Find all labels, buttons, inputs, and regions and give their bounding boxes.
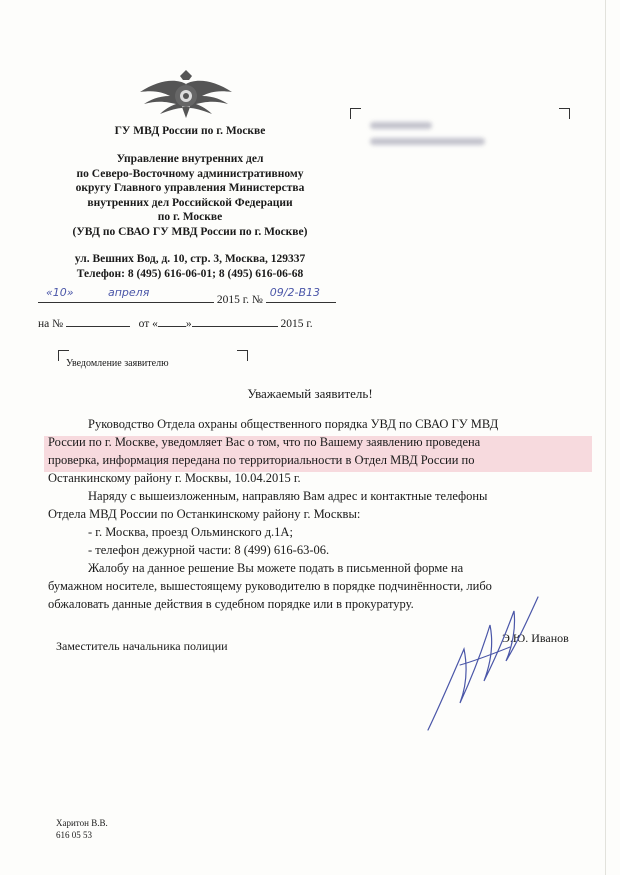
dept-line: по г. Москве: [157, 211, 223, 223]
org-main-title: [30, 124, 350, 139]
dept-line: по Северо-Восточному административному: [76, 167, 304, 180]
ref-ot-label: от «: [138, 318, 158, 330]
handwritten-day: «10»: [46, 286, 74, 299]
ref-month-blank: [192, 314, 278, 327]
ref-day-blank: [158, 314, 186, 327]
body-line: Наряду с вышеизложенным, направляю Вам адрес и контактные телефоны: [88, 489, 488, 503]
dept-line: внутренних дел Российской Федерации: [87, 196, 293, 209]
body-line: Жалобу на данное решение Вы можете подать в письменной форме на: [88, 561, 464, 575]
dept-line: Управление внутренних дел: [116, 153, 264, 165]
body-line: проверка, информация передана по территориальности в Отдел МВД России по: [48, 453, 475, 467]
body-line: России по г. Москве, уведомляет Вас о том, что по Вашему заявлению проведена: [48, 435, 481, 449]
ref-prefix: на №: [38, 318, 64, 330]
handwritten-signature: [420, 585, 550, 735]
address-line: ул. Вешних Вод, д. 10, стр. 3, Москва, 129337: [74, 253, 306, 265]
recipient-block: [350, 108, 570, 152]
number-field: [266, 286, 336, 303]
reference-line: [38, 314, 313, 330]
handwritten-month: апреля: [108, 286, 150, 299]
page-edge: [605, 0, 606, 875]
signatory-position: Заместитель начальника полиции: [56, 639, 228, 653]
notice-corner: [237, 350, 248, 361]
salutation: Уважаемый заявитель!: [247, 386, 373, 401]
body-line: Отдела МВД России по Останкинскому району г. Москвы:: [48, 507, 361, 521]
mvd-eagle-emblem: [136, 70, 236, 120]
phone-line: Телефон: 8 (495) 616-06-01; 8 (495) 616-06-68: [76, 267, 304, 280]
executor-phone: 616 05 53: [56, 830, 92, 840]
ref-number-blank: [66, 314, 130, 327]
day-field: [38, 286, 104, 303]
handwritten-number: 09/2-В13: [269, 286, 320, 299]
notice-block: [58, 350, 248, 370]
day-value: 10: [52, 286, 67, 299]
recipient-corner: [350, 108, 361, 119]
contact-block: [30, 252, 350, 281]
notice-label: Уведомление заявителю: [66, 358, 169, 369]
redacted-email: [370, 138, 485, 145]
month-field: [104, 286, 214, 303]
body-line: - телефон дежурной части: 8 (499) 616-63-06.: [88, 543, 330, 557]
body-line: Руководство Отдела охраны общественного порядка УВД по СВАО ГУ МВД: [88, 417, 499, 431]
body-line: бумажном носителе, вышестоящему руководителю в порядке подчинённости, либо: [48, 579, 492, 593]
dept-line: округу Главного управления Министерства: [75, 182, 305, 194]
ref-quote: »: [185, 318, 192, 330]
redacted-name: [370, 122, 432, 129]
dept-line: (УВД по СВАО ГУ МВД России по г. Москве): [72, 225, 308, 238]
recipient-corner: [559, 108, 570, 119]
signatory-name: Э.Ю. Иванов: [502, 631, 569, 645]
date-number-line: [38, 286, 336, 306]
department-block: [30, 152, 350, 239]
body-line: Останкинскому району г. Москвы, 10.04.2015 г.: [48, 471, 301, 485]
body-line: - г. Москва, проезд Ольминского д.1А;: [88, 525, 293, 539]
org-main-line: ГУ МВД России по г. Москве: [114, 125, 266, 137]
body-line: обжаловать данные действия в судебном порядке или в прокуратуру.: [48, 597, 414, 611]
executor-name: Харитон В.В.: [56, 818, 108, 828]
year-label: 2015 г. №: [216, 294, 263, 306]
ref-year-label: 2015 г.: [280, 318, 313, 330]
